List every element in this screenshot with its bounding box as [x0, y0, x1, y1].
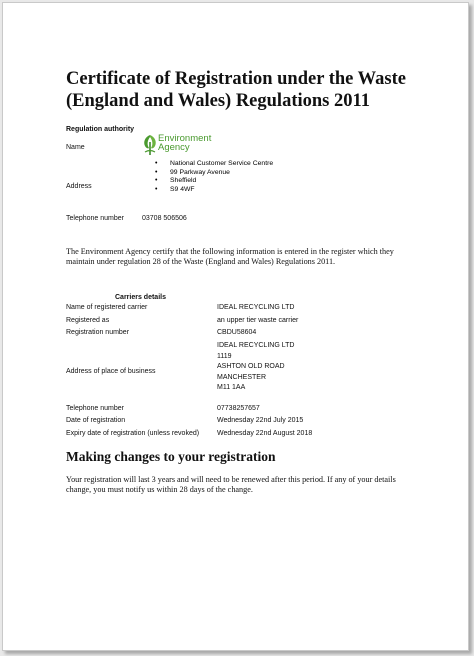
- address-line: • 99 Parkway Avenue: [155, 169, 273, 178]
- registration-number-value: CBDU58604: [217, 329, 257, 336]
- address-line: • S9 4WF: [155, 186, 273, 195]
- address-label: Address: [66, 183, 92, 190]
- address-line: • Sheffield: [155, 177, 273, 186]
- business-address-line: M11 1AA: [217, 384, 246, 391]
- environment-agency-logo: [142, 133, 222, 159]
- carrier-name-label: Name of registered carrier: [66, 304, 148, 311]
- regulation-authority-heading: Regulation authority: [66, 126, 135, 133]
- carrier-name-value: IDEAL RECYCLING LTD: [217, 304, 295, 311]
- registered-as-value: an upper tier waste carrier: [217, 317, 299, 324]
- tree-icon: [142, 134, 158, 156]
- business-address-line: 1119: [217, 352, 232, 360]
- carrier-telephone-value: 07738257657: [217, 405, 260, 412]
- telephone-value: 03708 506506: [142, 215, 187, 222]
- business-address-block: [217, 341, 294, 394]
- name-label: Name: [66, 144, 85, 151]
- registered-as-label: Registered as: [66, 317, 110, 324]
- certify-statement: The Environment Agency certify that the following information is entered in the register which they maintain under regulation 28 of the Waste (England and Wales) Regulations 2011.: [66, 247, 394, 266]
- expiry-date-label: Expiry date of registration (unless revoked): [66, 430, 200, 437]
- changes-paragraph: Your registration will last 3 years and will need to be renewed after this period. If any of your details change, you must notify us within 28 days of the change.: [66, 475, 396, 494]
- business-address-label: Address of place of business: [66, 368, 156, 375]
- section-heading-making-changes: Making changes to your registration: [66, 449, 276, 464]
- carriers-details-heading: Carriers details: [115, 294, 166, 301]
- document-title: Certificate of Registration under the Waste (England and Wales) Regulations 2011: [66, 69, 406, 111]
- business-address-line: ASHTON OLD ROAD: [217, 363, 285, 370]
- business-address-line: MANCHESTER: [217, 373, 267, 381]
- business-address-line: IDEAL RECYCLING LTD: [217, 342, 295, 349]
- certificate-page: [2, 2, 469, 651]
- expiry-date-value: Wednesday 22nd August 2018: [217, 430, 313, 437]
- carrier-telephone-label: Telephone number: [66, 405, 124, 412]
- address-line: • National Customer Service Centre: [155, 160, 273, 169]
- logo-wordmark: Environment Agency: [158, 133, 212, 153]
- registration-date-label: Date of registration: [66, 417, 126, 424]
- registration-date-value: Wednesday 22nd July 2015: [217, 417, 304, 424]
- telephone-label: Telephone number: [66, 215, 124, 222]
- authority-address-list: [155, 160, 273, 194]
- registration-number-label: Registration number: [66, 329, 130, 336]
